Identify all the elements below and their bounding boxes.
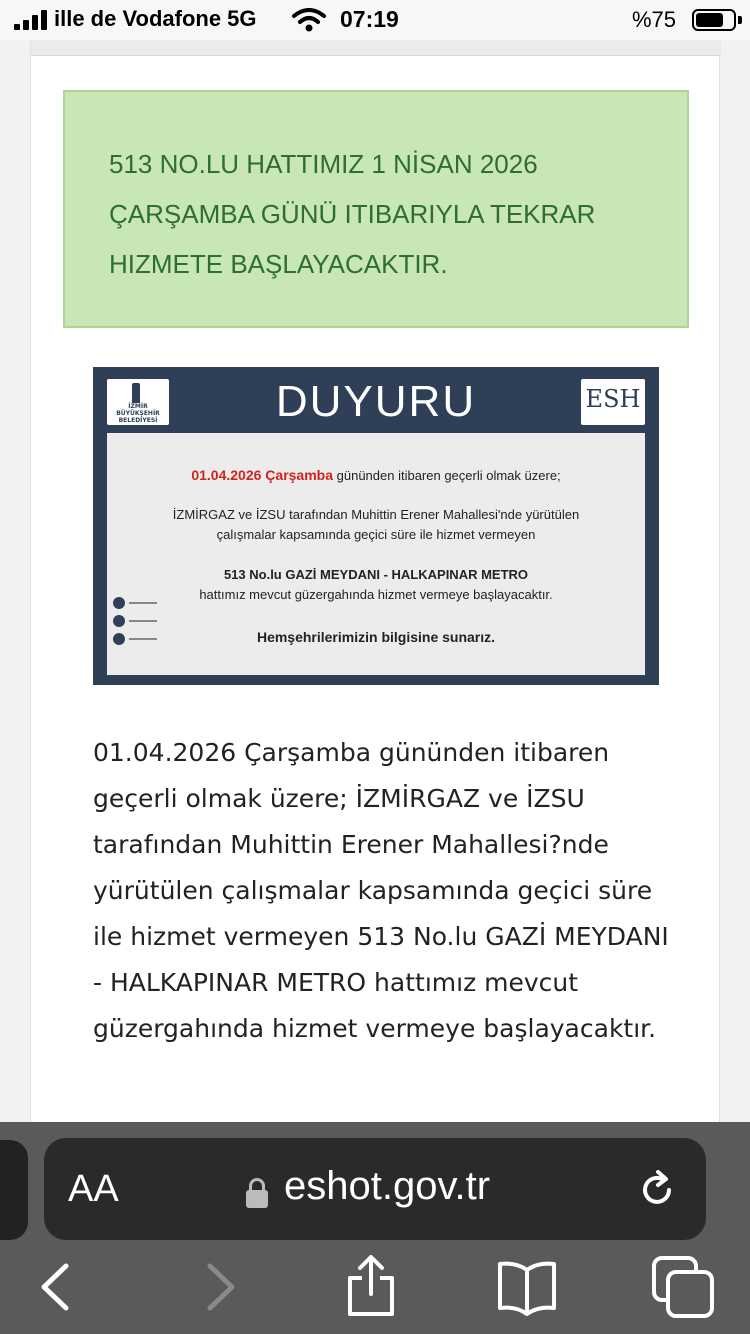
content-card — [30, 40, 720, 1122]
aa-label: AA — [68, 1168, 119, 1210]
battery-cap — [738, 16, 742, 24]
address-bar[interactable] — [44, 1138, 706, 1240]
tabs-button[interactable] — [650, 1254, 716, 1320]
twitter-icon — [113, 597, 173, 611]
reader-settings-button[interactable] — [68, 1168, 119, 1211]
card-header-strip — [31, 40, 721, 56]
clock-tower-icon — [132, 383, 140, 403]
announcement-body — [107, 433, 645, 675]
bookmarks-button[interactable] — [494, 1254, 560, 1320]
announcement-line: çalışmalar kapsamında geçici süre ile hizmet vermeyen — [216, 527, 536, 542]
eshot-logo — [581, 379, 645, 425]
url-text[interactable]: eshot.gov.tr — [284, 1164, 491, 1208]
announcement-date: 01.04.2026 Çarşamba — [191, 467, 334, 483]
browser-toolbar — [0, 1122, 750, 1334]
announcement-title: DUYURU — [275, 377, 477, 426]
eshot-logo-text: ESH — [585, 385, 641, 413]
battery-fill — [696, 13, 723, 27]
announcement-date-line — [107, 465, 645, 486]
announcement-image[interactable] — [93, 367, 659, 685]
battery-icon — [692, 9, 736, 31]
reload-icon[interactable] — [636, 1168, 678, 1210]
announcement-description: 01.04.2026 Çarşamba gününden itibaren geçerli olmak üzere; İZMİRGAZ ve İZSU tarafından Muhittin Erener Mahallesi?nde yürütülen çalışmalar kapsamında geçici süre ile hizmet vermeyen 513 No.lu GAZİ MEYDANI - HALKAPINAR METRO hattımız mevcut güzergahında hizmet vermeye başlayacaktır. — [93, 738, 669, 1043]
alert-text: 513 NO.LU HATTIMIZ 1 NİSAN 2026 ÇARŞAMBA GÜNÜ ITIBARIYLA TEKRAR HIZMETE BAŞLAYACAKTIR. — [109, 149, 596, 279]
announcement-date-suffix: gününden itibaren geçerli olmak üzere; — [333, 468, 561, 483]
lock-icon — [246, 1178, 268, 1208]
clock: 07:19 — [340, 6, 399, 32]
wifi-icon — [292, 8, 326, 32]
cellular-signal-icon — [14, 10, 48, 30]
municipality-logo-text: İZMİR BÜYÜKŞEHİR BELEDİYESİ — [116, 403, 160, 424]
success-alert — [63, 90, 689, 328]
announcement-closing: Hemşehrilerimizin bilgisine sunarız. — [256, 629, 496, 645]
announcement-line: İZMİRGAZ ve İZSU tarafından Muhittin Erener Mahallesi'nde yürütülen — [172, 507, 580, 522]
web-page — [0, 40, 750, 1122]
izmir-municipality-logo — [107, 379, 169, 425]
navigation-toolbar — [0, 1254, 750, 1324]
status-bar — [0, 0, 750, 40]
forward-button[interactable] — [186, 1254, 252, 1320]
announcement-route: 513 No.lu GAZİ MEYDANI - HALKAPINAR METRO — [223, 567, 529, 582]
instagram-icon — [113, 615, 173, 629]
previous-tab-preview[interactable] — [0, 1140, 28, 1240]
facebook-icon — [113, 633, 173, 647]
announcement-header — [107, 379, 645, 425]
share-button[interactable] — [338, 1254, 404, 1320]
carrier-label: ille de Vodafone 5G — [54, 6, 257, 31]
battery-percentage: %75 — [632, 7, 677, 32]
announcement-line: hattımız mevcut güzergahında hizmet vermeye başlayacaktır. — [199, 587, 553, 602]
back-button[interactable] — [24, 1254, 90, 1320]
